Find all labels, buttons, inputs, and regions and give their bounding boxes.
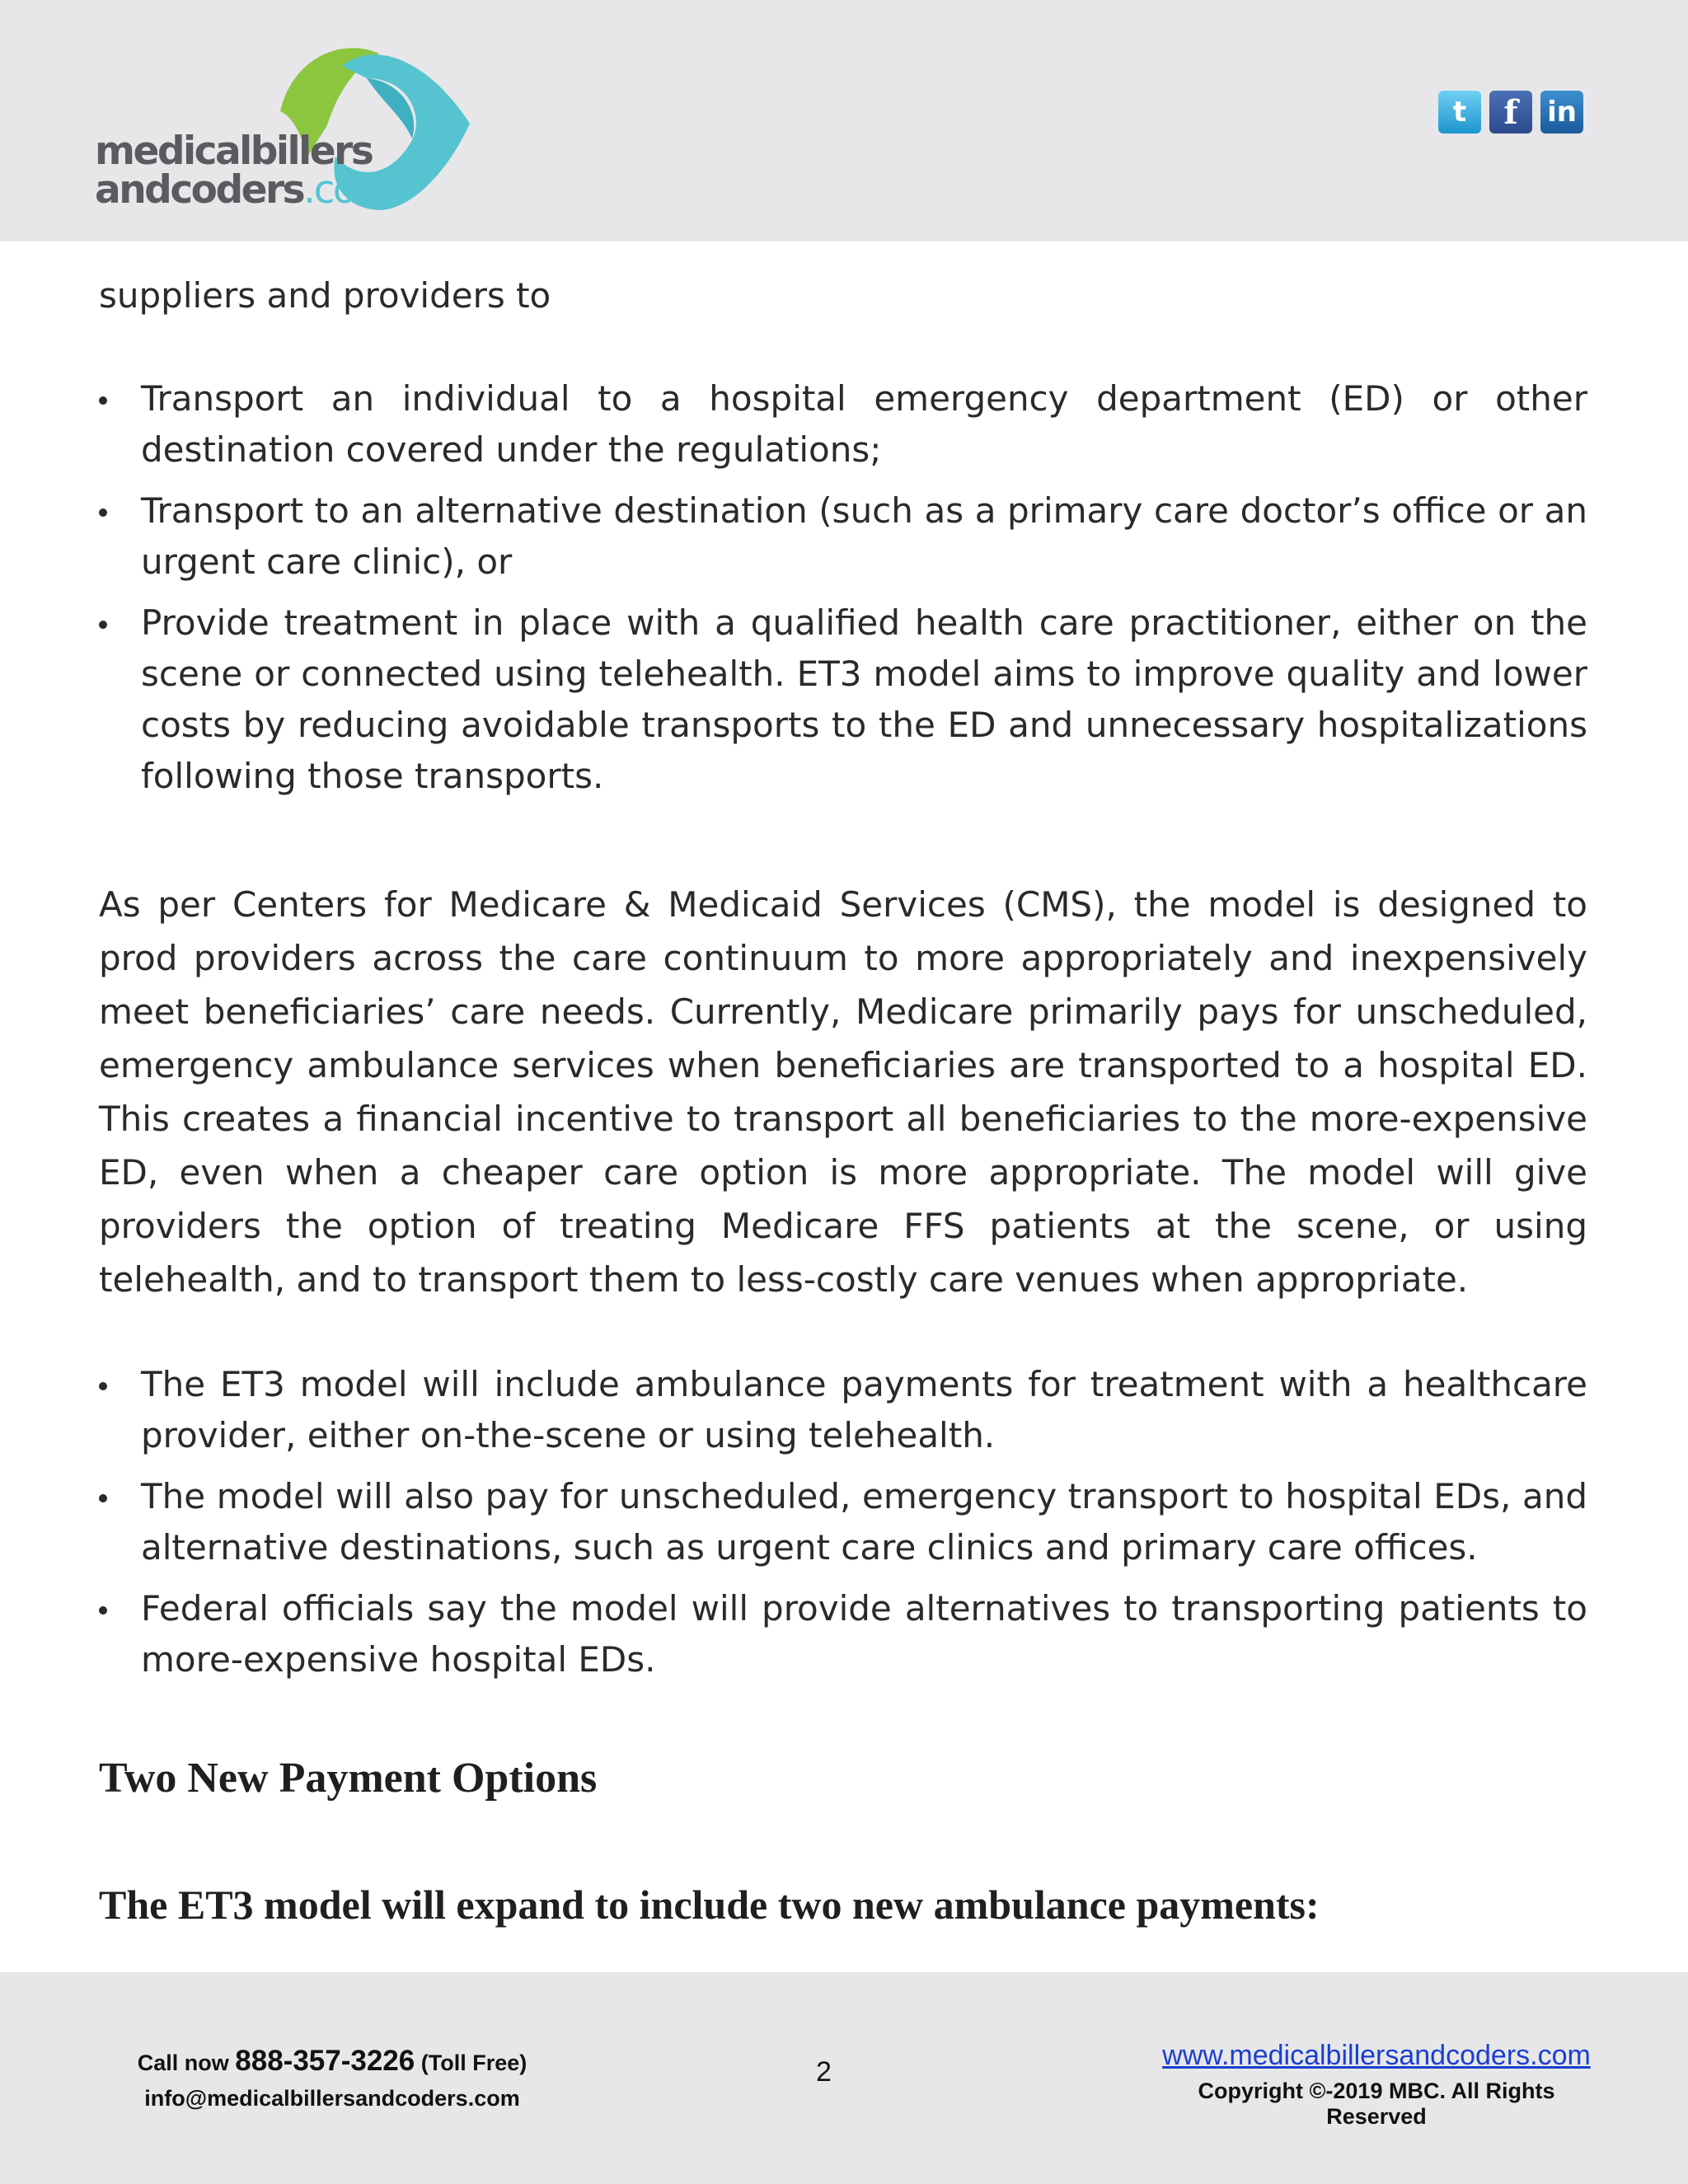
bullet-list-transport — [99, 373, 1587, 812]
company-logo[interactable] — [95, 33, 490, 223]
logo-tld: .com — [303, 167, 391, 213]
social-links — [1438, 91, 1583, 134]
copyright-text: Copyright ©-2019 MBC. All Rights Reserved — [1198, 2079, 1555, 2129]
page-number: 2 — [816, 2056, 832, 2088]
linkedin-icon[interactable]: in — [1540, 91, 1583, 134]
page-header — [0, 0, 1688, 241]
logo-line-1: medicalbillers — [95, 129, 373, 174]
contact-block — [134, 2045, 530, 2111]
facebook-icon[interactable]: f — [1489, 91, 1532, 134]
phone-number[interactable]: 888-357-3226 — [235, 2045, 415, 2077]
call-prefix: Call now — [137, 2050, 236, 2075]
lead-text: suppliers and providers to — [99, 275, 551, 316]
logo-wordmark — [95, 129, 391, 213]
section-subheading: The ET3 model will expand to include two new ambulance payments: — [99, 1882, 1320, 1928]
cms-paragraph: As per Centers for Medicare & Medicaid Services (CMS), the model is designed to prod providers across the care continuum to more appropriately and inexpensively meet beneficiaries’ care needs. Currently, Medicare primarily pays for unscheduled, emergency ambulance services when beneficiaries are transported to a hospital ED. This creates a financial incentive to transport all beneficiaries to the more-expensive ED, even when a cheaper care option is more appropriate. The model will give providers the option of treating Medicare FFS patients at the scene, or using telehealth, and to transport them to less-costly care venues when appropriate. — [99, 884, 1587, 1300]
list-item: The model will also pay for unscheduled, emergency transport to hospital EDs, and alternative destinations, such as urgent care clinics and primary care offices. — [99, 1471, 1587, 1573]
page-footer — [0, 1972, 1688, 2184]
section-heading: Two New Payment Options — [99, 1755, 598, 1802]
website-link[interactable]: www.medicalbillersandcoders.com — [1162, 2040, 1591, 2071]
site-block — [1146, 2040, 1607, 2130]
twitter-icon[interactable]: t — [1438, 91, 1481, 134]
list-item: Federal officials say the model will provide alternatives to transporting patients to more-expensive hospital EDs. — [99, 1583, 1587, 1685]
bullet-list-model — [99, 1359, 1587, 1695]
list-item: Transport an individual to a hospital emergency department (ED) or other destination covered under the regulations; — [99, 373, 1587, 476]
list-item: The ET3 model will include ambulance payments for treatment with a healthcare provider, either on-the-scene or using telehealth. — [99, 1359, 1587, 1461]
toll-free-label: (Toll Free) — [415, 2050, 528, 2075]
logo-line-2: andcoders — [95, 167, 304, 213]
list-item: Provide treatment in place with a qualified health care practitioner, either on the scene or connected using telehealth. ET3 model aims to improve quality and lower costs by reducing avoidable transports to the ED and unnecessary hospitalizations following those transports. — [99, 598, 1587, 802]
list-item: Transport to an alternative destination (such as a primary care doctor’s office or an urgent care clinic), or — [99, 485, 1587, 588]
email-link[interactable]: info@medicalbillersandcoders.com — [144, 2086, 520, 2111]
